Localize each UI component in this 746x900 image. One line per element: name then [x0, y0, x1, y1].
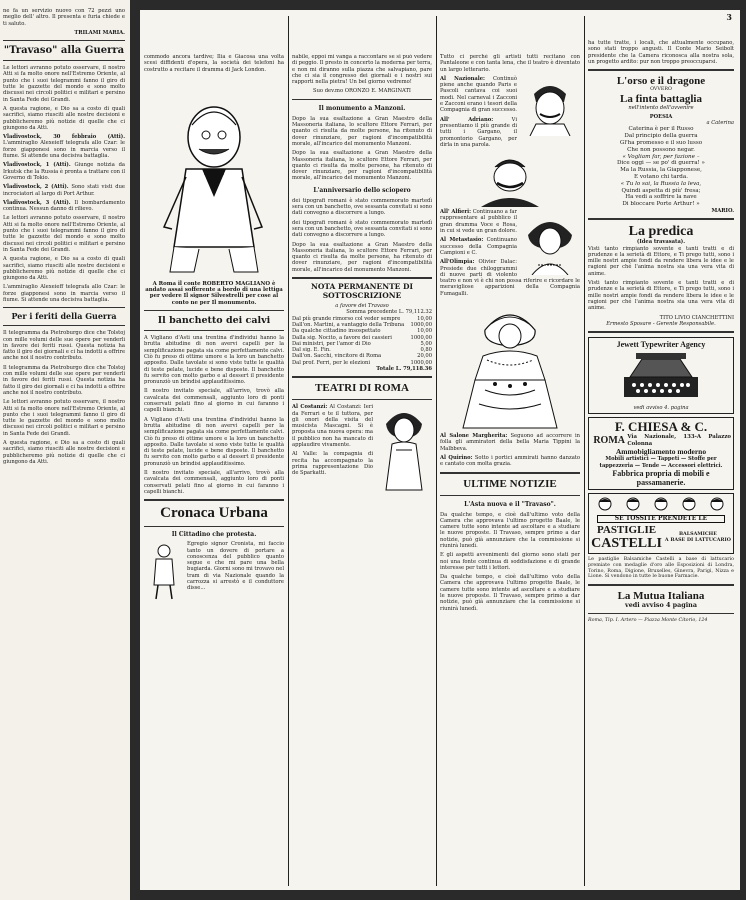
subscription-amount: 5,00: [420, 340, 432, 347]
left-body-3-repeat: Il telegramma da Pietroburgo dice che Tolstoj con mille volumi delle sue opere per venderli in favore dei feriti russi. Questa notizia ha fatto il giro dei giornali e ci ha indotti a offrire anche noi il nostro contributo.: [3, 364, 125, 396]
predica-body-repeat: Visti tanto rimpianto sovente e tanti tratti e di prudenze e la serietà di Ettore, e Ti prego tutti, sono i mille nostri ampie fondi da rendere libera le idee e le ragioni per ché l'anima nostra sia una vera vita di anime.: [588, 280, 734, 312]
late-body-2: E gli aspetti avvenimenti del giorno sono stati per noi una fonte continua di soddisfazione e di grande interesse per tutti i lettori.: [440, 552, 580, 571]
left-headline-feriti: Per i feriti della Guerra: [11, 311, 117, 322]
poem-line: E votano chi tarda.: [634, 173, 688, 180]
subscription-list: [292, 316, 432, 366]
left-page: [0, 0, 130, 900]
subscription-amount: 1000,00: [410, 334, 432, 341]
teatri-costanzi-label: Al Costanzi:: [292, 404, 328, 411]
caricature-man-1: [520, 76, 580, 136]
manzoni-body: Dopo la sua esaltazione a Gran Maestro della Massoneria italiana, lo scultore Ettore Ferrari, per quanto ci risulta da molte persone, ha ritenuto di dover rinunziare, per ragioni d'incompatibilità morale, all'incarico del monumento Manzoni.: [292, 115, 432, 147]
page-number: 3: [726, 12, 732, 22]
subscription-label: Dal più grande rimorso col veder sempre: [292, 315, 401, 322]
subscription-prev-total: Somma precedente L. 79,112.32: [346, 309, 432, 316]
poem-line: Di bloccare Porte Arthur! »: [622, 201, 700, 208]
actress-portrait-2: [520, 209, 580, 275]
theater-5-head: All'Olimpia:: [440, 259, 475, 266]
headline-ovvero: OVVERO: [650, 87, 672, 93]
headline-cronaca-urbana: Cronaca Urbana: [160, 505, 268, 522]
theater-3-head: All' Alfieri:: [440, 209, 472, 216]
ad-jewett-sub: vedi avviso 4. pagina: [633, 405, 689, 412]
teatri-body: Al Costanzi: Ieri da Ferrari e te il tuttora, per gli onori della visita del musicista Mascagni. Si è proposta una nuova opera: ma il pubblico non ha mancato di applaudire vivamente.: [292, 404, 374, 449]
banchetto-body-repeat: A Vigliano d'Asti una trentina d'individui hanno la brutta abitudine di non avervi capelli per la semplificazione pagata sia come perfettamente calvi. Ciò fu preso di ottime umore e la loro un banchetto apposito. Dalle tavolate si sono viste tutte le qualità di teste pelate, lucide e bene disposte. Il banchetto fu servito con molto garbo e al dessert il presidente pronunziò un brindisi applauditissimo.: [144, 416, 284, 467]
column-rule: [584, 16, 585, 886]
column-c: [440, 54, 580, 884]
subscription-amount: 10,00: [417, 315, 432, 322]
headline-avvenire: nell'intento dell'avvenire: [628, 105, 694, 112]
subscription-amount: 1000,00: [410, 321, 432, 328]
left-headline-travaso: "Travaso" alla Guerra: [3, 45, 125, 57]
ad-castelli-small-2: A BASE DI LATTUCARIO: [664, 536, 731, 543]
dispatch-3-head: Vladivostock, 2 (Atti).: [3, 184, 69, 191]
subscription-label: Dall'on. Martini, a vantaggio della Tribuna: [292, 321, 405, 328]
caricature-caption: A Roma il conte ROBERTO MAGLIANO è andato assai sofferente a bordo di una lettiga per vedere Il signor Silvestrelli per cose al conto ne per Il monumento.: [145, 280, 283, 306]
subscription-total: Totale L. 79,118.36: [376, 365, 432, 372]
theater-1-head: Al Nazionale:: [440, 75, 485, 82]
ad-chiesa-line3: Fabbrica propria di mobili e passamanerie.: [612, 468, 710, 487]
poem-line: Che non possono negar.: [627, 146, 695, 153]
dancer-illustration: [455, 300, 565, 430]
poem-line: Caterina è per il Russo: [628, 126, 694, 133]
dispatch-2-head: Vladivostock, 1 (Atti).: [3, 162, 71, 169]
poem-line: Dal principio della guerra: [624, 133, 698, 140]
left-body-2: A questa ragione, e Dio sa a costo di quali sacrifici, siamo riusciti alle nostre decisioni e pubblicheremo più notizie di quelle che ci giungono da Atti.: [3, 105, 125, 131]
poem-line: Quindi aspetta di più' fresa;: [621, 187, 701, 194]
ad-castelli: [588, 493, 734, 554]
poem-line: « Tu lo sai, la Russia la leva,: [620, 180, 702, 187]
subscription-label: Dal sig. E. Fin.: [292, 347, 331, 354]
sciopero-body: dei tipografi romani è stato commemorato martedì sera con un banchetto, ove sessanta convitati si sono dati convegno a discorrere a lungo.: [292, 197, 432, 217]
ad-chiesa-line1: Ammobigliamento moderno: [615, 447, 707, 457]
ad-castelli-name-2: CASTELLI: [591, 536, 662, 552]
subhead-asta-nuova: L'Asta nuova e il "Travaso".: [464, 500, 556, 508]
ad-jewett: [588, 337, 734, 414]
left-body-2-repeat: A questa ragione, e Dio sa a costo di quali sacrifici, siamo riusciti alle nostre decisioni e pubblicheremo più notizie di quelle che ci giungono da Atti.: [3, 256, 125, 282]
column-rule: [436, 16, 437, 886]
headline-manzoni: Il monumento a Manzoni.: [318, 104, 406, 112]
subhead-sottoscrizione: a favore dei Travaso: [335, 303, 389, 310]
main-page: [140, 10, 740, 890]
left-body-3: Il telegramma da Pietroburgo dice che Tolstoj con mille volumi delle sue opere per venderli in favore dei feriti russi. Questa notizia ha fatto il giro dei giornali e ci ha indotti a offrire anche noi il nostro contributo.: [3, 330, 125, 362]
dispatch-1-head: Vladivostock, 30 febbraio (Atti).: [3, 134, 125, 141]
subscription-label: Dall'on. Sacchi, vincitore di Roma: [292, 353, 382, 360]
editor-line: Ermesto Sposare - Gerente Responsabile.: [606, 320, 716, 327]
subscription-label: Dalla sig. Nocito, a favore dei cassieri: [292, 334, 392, 341]
subscription-label: Dal prof. Ferri, per le elezioni: [292, 359, 371, 366]
left-body-1: Le lettori avranno potuto osservare, il nostro Atti si fa molto onore nell'Estremo Oriente, al punto che i suoi telegrammi fanno il giro di tutte le gazzette del mondo e sono molto discussi nei circoli politici e militari e persino in Santa Fede dei Grandi.: [3, 65, 125, 103]
headline-a-caterina: a Caterina: [706, 120, 734, 127]
dispatch-2: Giunge notizia da Irkutsk che la Russia è pronta a trattare con il Governo di Tokio.: [3, 162, 125, 181]
left-signature-top: TRILAMI MARIA.: [74, 29, 125, 36]
column-a: [144, 54, 284, 884]
ad-chiesa-city: ROMA: [593, 434, 625, 446]
printer-line: Roma, Tip. I. Artero — Piazza Monte Citorio, 124: [588, 617, 708, 623]
subscription-amount: 0,80: [420, 347, 432, 354]
late-body: Da qualche tempo, e cioè dall'ultimo voto della Camera che approvava l'ultimo progetto Baale, le camere tutte sono intente ad ascoltare e a studiare le nuove proposte. Il Travaso, sempre primo a dar notizie, può già annunziare che la commissione si riunirà lunedì.: [440, 511, 580, 549]
dispatch-1: L'ammiraglio Alexeieff telegrafa allo Czar: le forze giapponesi sono in marcia verso il fiume. Si attende una decisiva battaglia.: [3, 140, 125, 160]
actress-portrait: [376, 404, 432, 492]
caricature-magliano: [144, 77, 284, 277]
theater-2: Vi presentiamo il più grande di tutti i Gargano, il promontorio Gargano, per dirla in una parola.: [440, 116, 517, 148]
headline-ultime-notizie: ULTIME NOTIZIE: [463, 477, 557, 490]
subscription-amount: 20,00: [417, 353, 432, 360]
column-d: [588, 40, 734, 886]
headline-orso-dragone: L'orso e il dragone: [616, 75, 706, 88]
theater-6: Seguono ad accorrere in folla gli ammiratori della bella Maria Tippini la Malbbeva.: [440, 433, 580, 452]
late-body-repeat: Da qualche tempo, e cioè dall'ultimo voto della Camera che approvava l'ultimo progetto Baale, le camere tutte sono intente ad ascoltare e a studiare le nuove proposte. Il Travaso, sempre primo a dar notizie, può già annunziare che la commissione si riunirà lunedì.: [440, 574, 580, 612]
ad-castelli-name-1: PASTIGLIE: [596, 524, 657, 537]
theater-1: Continuò piene anche quando Paris e Pascoli cantava coi suoi modi. Nel carneval i Zacconi e Zacconi erano i tesori della Compagnia di gran successo.: [440, 75, 517, 114]
typewriter-illustration: [616, 351, 706, 403]
banchetto-body: A Vigliano d'Asti una trentina d'individui hanno la brutta abitudine di non avervi capelli per la semplificazione pagata sia come perfettamente calvi. Ciò fu preso di ottime umore e la loro un banchetto apposito. Dalle tavolate si sono viste tutte le qualità di teste pelate, lucide e bene disposte. Il banchetto fu servito con molto garbo e al dessert il presidente pronunziò un brindisi applauditissimo.: [144, 335, 284, 386]
predica-signature: TITO LIVIO CIANCHETTINI: [659, 314, 734, 321]
dispatch-4: Il bombardamento continua. Nessun danno di rilievo.: [3, 199, 125, 213]
theater-2-head: All' Adriano:: [440, 116, 494, 123]
left-top-lines: ne fa un servizio nuovo con 72 pezzi uno meglio dell' altro. Il presenta e furia chiede e ti saluto.: [3, 8, 125, 27]
col-b-signature: Suo dev.mo ORONZO E. MARGINATI: [313, 88, 411, 95]
subscription-label: Da qualche cittadino insospettato: [292, 328, 381, 335]
poem-line: Ma la Russia, la Giapponese,: [620, 167, 702, 174]
left-body-1-repeat-2: Le lettori avranno potuto osservare, il nostro Atti si fa molto onore nell'Estremo Oriente, al punto che i suoi telegrammi fanno il giro di tutte le gazzette del mondo e sono molto discussi nei circoli politici e militari e persino in Santa Fede dei Grandi.: [3, 399, 125, 437]
ad-mutua-sub: vedi avviso 4 pagina: [625, 601, 697, 610]
col-c-top-text: Tutto ci perchè gli artisti tutti recitano con Pantaleone e con tanta lena, che il teatro è diventato un largo letterario.: [440, 54, 580, 73]
left-body-2-repeat-2: A questa ragione, e Dio sa a costo di quali sacrifici, siamo riusciti alle nostre decisioni e pubblicheremo più notizie di quelle che ci giungono da Atti.: [3, 440, 125, 465]
banchetto-body-2: Il nostro invitato speciale, all'arrivo, trovò alla cavalcata dei commensali, aggiunto loro di ponti conservati pelati fino al giorno in cui faranno i capelli bianchi.: [144, 388, 284, 414]
poem: [588, 126, 734, 208]
col-d-top-text: ha tutte tratte, i locali, che attualmente occupano, sono stati troppo angusti. Il Conte Mario Seibolt presidente che la Camera riconosca alla nostra sola, un progetto ardito: pur non troppo preoccuparsi.: [588, 40, 734, 65]
castelli-children-illustration: [591, 496, 731, 514]
banchetto-body-2-repeat: Il nostro invitato speciale, all'arrivo, trovò alla cavalcata dei commensali, aggiunto loro di ponti conservati pelati fino al giorno in cui faranno i capelli bianchi.: [144, 470, 284, 495]
theater-7: Sotto i portici ammirati hanno danzato e cantato con molta grazia.: [440, 454, 580, 468]
caricature-man-2: [475, 151, 545, 207]
manzoni-body-repeat-2: Dopo la sua esaltazione a Gran Maestro della Massoneria italiana, lo scultore Ettore Ferrari, per quanto ci risulta da molte persone, ha ritenuto di dover rinunziare, per ragioni d'incompatibilità morale, all'incarico del monumento Manzoni.: [292, 241, 432, 273]
cittadino-illustration: [144, 541, 184, 601]
poem-line: Gl'ha promesso e il suo lusso: [619, 139, 703, 146]
ad-chiesa: [588, 417, 734, 489]
theater-7-head: Al Quirino:: [440, 454, 473, 461]
headline-sottoscrizione: NOTA PERMANENTE DI SOTTOSCRIZIONE: [310, 282, 414, 300]
theater-6-head: Al Salone Margherita:: [440, 433, 508, 440]
dispatch-3: Sono stati visti due incrociatori al largo di Port Arthur.: [3, 184, 125, 197]
subscription-amount: 10,00: [417, 328, 432, 335]
headline-poesia: POESIA: [649, 113, 673, 120]
column-b: [292, 54, 432, 884]
ad-castelli-banner: SE TOSSITE PRENDETE LE: [597, 515, 725, 523]
headline-finta-battaglia: La finta battaglia: [620, 93, 702, 106]
headline-predica-sub: (Idea travasata).: [636, 239, 686, 246]
dispatch-4-head: Vladivostock, 3 (Atti).: [3, 199, 71, 206]
sciopero-body-repeat: dei tipografi romani è stato commemorato martedì sera con un banchetto, ove sessanta convitati si sono dati convegno a discorrere a lungo.: [292, 219, 432, 239]
left-body-1-repeat: Le lettori avranno potuto osservare, il nostro Atti si fa molto onore nell'Estremo Oriente, al punto che i suoi telegrammi fanno il giro di tutte le gazzette del mondo e sono molto discussi nei circoli politici e militari e persino in Santa Fede dei Grandi.: [3, 215, 125, 253]
ad-chiesa-addr: Via Nazionale, 133-A Palazzo Colonna: [627, 434, 731, 447]
poem-line: « Vogliam far, per fazione –: [622, 153, 700, 160]
col-a-top-text: commodo ancora tardive; Ilia e Giacosa una volta scesi diffidenti d'opera, la società dei telefoni ha costrutto a recitare il dramma di Jack London.: [144, 54, 284, 73]
headline-banchetto: Il banchetto dei calvi: [157, 315, 271, 327]
theater-5: Olivier Dalac: Presiede due chiloggrammi di nuove parti di violento teatro e non vi è chi non possa riferire e ricordare le meravigliose apparizioni della Compagnia Fumagalli.: [440, 259, 580, 297]
predica-body: Visti tanto rimpianto sovente e tanti tratti e di prudenze e la serietà di Ettore, e Ti prego tutti, sono i mille nostri ampie fondi da rendere libera le idee e le ragioni per ché l'anima nostra sia una vera vita di anime.: [588, 245, 734, 277]
poem-signature: MARIO.: [711, 207, 734, 214]
theater-3: Continuano a far rappresentare al pubblico il gran dramma Voce e Rosa, in cui si vede un gran dolore.: [440, 209, 518, 235]
ad-chiesa-name: F. CHIESA & C.: [614, 419, 708, 435]
manzoni-body-repeat: Dopo la sua esaltazione a Gran Maestro della Massoneria italiana, lo scultore Ettore Ferrari, per quanto ci risulta da molte persone, ha ritenuto di dover rinunziare, per ragioni d'incompatibilità morale, all'incarico del monumento Manzoni.: [292, 150, 432, 182]
ad-castelli-small-1: BALSAMICHE: [678, 531, 717, 537]
teatri-body-2: Al Valle: la compagnia di recita ha accompagnato la prima rappresentazione Dio de Sparkatti.: [292, 451, 373, 477]
column-rule: [288, 16, 289, 886]
ad-jewett-title: Jewett Typewriter Agency: [616, 340, 706, 350]
ad-chiesa-line2: Mobili artistici — Tappeti — Stoffe per tappezzeria — Tende — Accessori elettrici.: [599, 456, 723, 469]
headline-sciopero: L'anniversario dello sciopero: [313, 186, 411, 194]
col-b-top-text: nabile, eppoi mi vanga a raccontare se si può vedere di peggio. Il presto in concerto la moderna per terra, e non mi diranno sulla piazza che salvapiano, pare che ci sia il congresso dei giornali e i nostri sui rapporti nella pietra! Un bel giorno vedremo!: [292, 54, 432, 86]
subscription-label: Dai ministri, per l'amor di Dio: [292, 340, 371, 347]
left-column: [3, 8, 125, 896]
headline-teatri: TEATRI DI ROMA: [315, 382, 409, 395]
theater-4: Continuano successo della Compagnia Campioni e C.: [440, 237, 517, 256]
cittadino-body: Egregio signor Cronista, mi faccio tanto un dovere di portare a conoscenza del pubblico quanto segue e che mi pare una bella bugiarda. Giorni sono mi trovavo nel tram di via Nazionale quando la carrozza si arrestò e il conduttore disse...: [187, 541, 284, 592]
ad-castelli-body: Le pastiglie Balsamiche Castelli a base di lattucario premiate con medaglie d'oro alle Esposizioni di Londra, Torino, Roma, Digione, Bruxelles, Ginevra, Parigi, Nizza e Lione. Si vendono in tutte le buone Farmacie.: [588, 557, 734, 580]
subhead-cittadino: Il Cittadino che protesta.: [171, 531, 257, 539]
subscription-amount: 1000,00: [410, 359, 432, 366]
poem-line: Ha vedi a soffrire la nave: [625, 194, 697, 201]
left-dispatch-1-repeat: L'ammiraglio Alexeieff telegrafa allo Czar: le forze giapponesi sono in marcia verso il fiume. Si attende una decisiva battaglia.: [3, 284, 125, 303]
theater-4-head: Al Metastasio:: [440, 237, 484, 244]
headline-predica: La predica: [628, 224, 694, 240]
ad-mutua-title: La Mutua Italiana: [617, 590, 705, 603]
poem-line: Dice oggi — se po' di guerra! »: [617, 160, 705, 167]
